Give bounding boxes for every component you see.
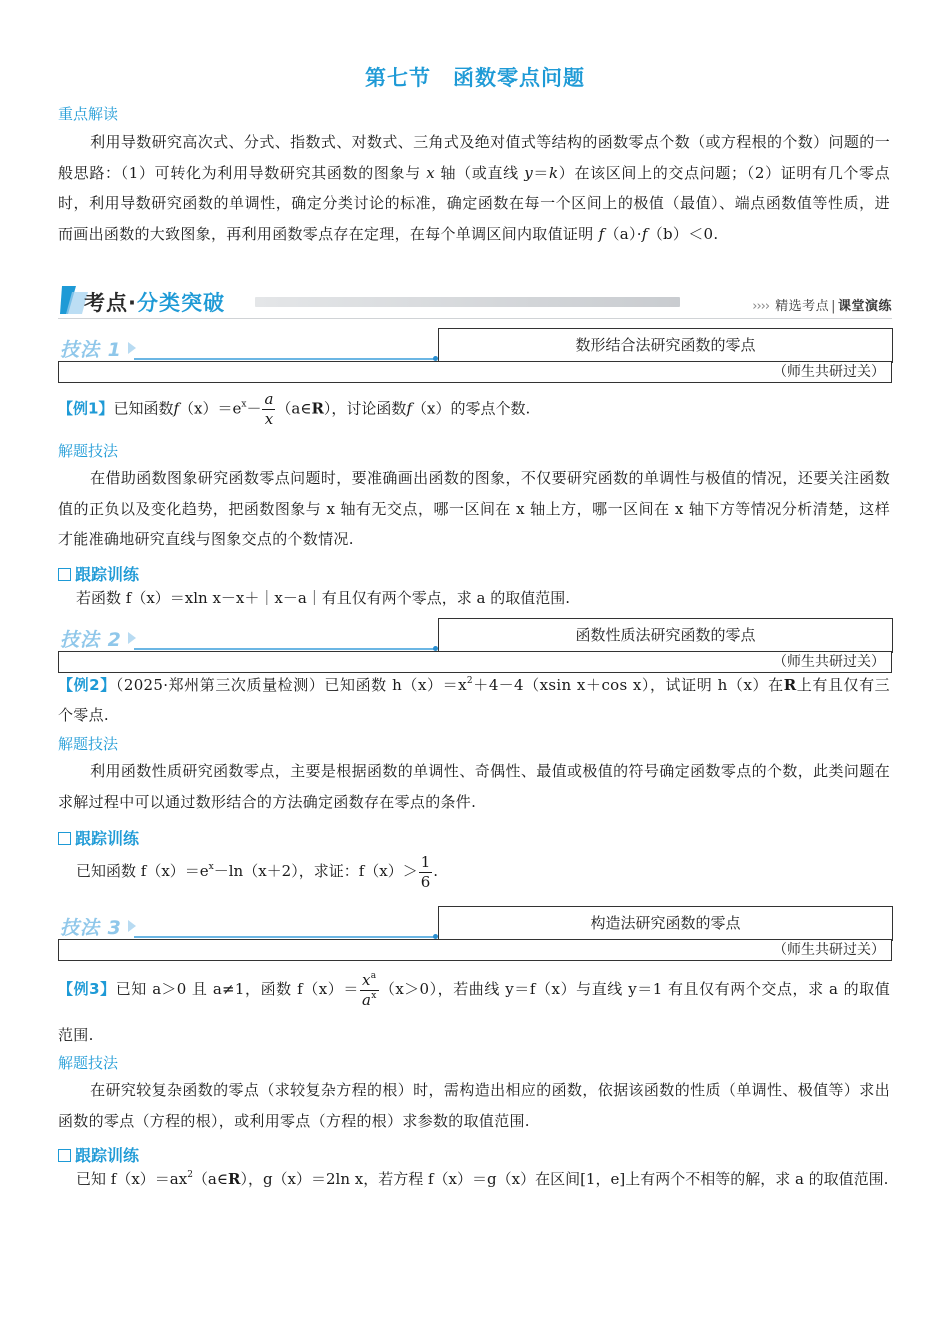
trick1-line (134, 358, 436, 360)
checkbox-icon (58, 832, 71, 845)
trick2-method-label: 解题技法 (58, 735, 119, 753)
example2-label: 【例2】 (58, 676, 116, 694)
trick3-tab: 技法 3 (60, 913, 136, 940)
example3-label: 【例3】 (58, 980, 116, 998)
example1-label: 【例1】 (58, 399, 114, 418)
example1-fraction: $\frac{a}{x}$ (264, 390, 274, 428)
trick2-subtitle: （师生共研过关） (58, 651, 892, 673)
trick2-follow-fraction: $\frac{1}{6}$ (420, 852, 431, 891)
trick3-line (134, 936, 436, 938)
trick1-method-label: 解题技法 (58, 442, 119, 460)
banner-title: 考点·分类突破 (84, 291, 225, 315)
key-points-label: 重点解读 (58, 105, 119, 123)
trick1-follow-text: 若函数 f（x）＝xln x－x＋｜x－a｜有且仅有两个零点，求 a 的取值范围. (76, 589, 571, 607)
banner-subtitle: ›››› 精选考点 | 课堂演练 (752, 299, 892, 314)
key-points-text: 利用导数研究高次式、分式、指数式、对数式、三角式及绝对值式等结构的函数零点个数（或方程根的个数）问题的一般思路：（1）可转化为利用导数研究其函数的图象与 x 轴（或直线 y＝k）在该区间上的交点问题；（2）证明有几个零点时，利用导数研究函数的单调性，确定分类讨论的标准，确定函数在每一个区间上的极值（最值）、端点函数值等性质，进而画出函数的大致图象，再利用函数零点存在定理，在每个单调区间内取值证明 f（a）·f（b）＜0. (58, 133, 890, 243)
trick2-follow-text: 已知函数 $f(x)=e^x-\ln(x+2)$，求证：f（x）＞ $\frac{1}{6}$ . (76, 852, 439, 891)
trick3-subtitle: （师生共研过关） (58, 939, 892, 961)
trick2-line (134, 648, 436, 650)
trick2-follow-label: 跟踪训练 (58, 826, 139, 849)
trick3-follow-label: 跟踪训练 (58, 1143, 139, 1166)
section-number: 第七节 (365, 66, 431, 90)
trick2-tab: 技法 2 (60, 625, 136, 652)
trick1-follow-label: 跟踪训练 (58, 562, 139, 585)
trick1-subtitle: （师生共研过关） (58, 361, 892, 383)
banner-bar (255, 297, 680, 307)
example3-fraction: $\frac{x^a}{a^x}$ (361, 970, 377, 1009)
example3: 【例3】已知 a＞0 且 a≠1，函数 f（x）＝ $\frac{x^a}{a^x}$ （x＞0），若曲线 y＝f（x）与直线 y＝1 有且仅有两个交点，求 a 的取值范围. (58, 970, 891, 1044)
trick1-tab: 技法 1 (60, 335, 136, 362)
example2: 【例2】（2025·郑州第三次质量检测）已知函数 $h(x)=x^2+4-4(xsin$ x＋cos x），试证明 h（x）在R上有且仅有三个零点. (58, 676, 890, 724)
trick2-method-text: 利用函数性质研究函数零点，主要是根据函数的单调性、奇偶性、最值或极值的符号确定函数零点的个数，此类问题在求解过程中可以通过数形结合的方法确定函数存在零点的条件. (58, 762, 890, 811)
checkbox-icon (58, 1149, 71, 1162)
trick3-follow-text: 已知 $f(x)=ax^2(a\in R)$，g（x）＝2ln x，若方程 f（x）＝g（x）在区间[1，e]上有两个不相等的解，求 a 的取值范围. (76, 1170, 889, 1188)
trick3-method-text: 在研究较复杂函数的零点（求较复杂方程的根）时，需构造出相应的函数，依据该函数的性质（单调性、极值等）求出函数的零点（方程的根），或利用零点（方程的根）求参数的取值范围. (58, 1081, 890, 1130)
trick1-method-text: 在借助函数图象研究函数零点问题时，要准确画出函数的图象，不仅要研究函数的单调性与极值的情况，还要关注函数值的正负以及变化趋势，把函数图象与 x 轴有无交点，哪一区间在 x 轴上方，哪一区间在 x 轴下方等情况分析清楚，这样才能准确地研究直线与图象交点的个数情况. (58, 469, 890, 548)
example1: 【例1】已知函数$f(x)=e^x-$ $\frac{a}{x}$ （a∈R），讨论函数f（x）的零点个数. (58, 390, 531, 428)
trick3-method-label: 解题技法 (58, 1054, 119, 1072)
checkbox-icon (58, 568, 71, 581)
trick3-title-box: 构造法研究函数的零点 (438, 906, 893, 941)
section-title: 函数零点问题 (453, 66, 585, 90)
banner-divider (58, 318, 892, 319)
trick2-title-box: 函数性质法研究函数的零点 (438, 618, 893, 653)
trick1-title-box: 数形结合法研究函数的零点 (438, 328, 893, 363)
page-title (0, 62, 950, 92)
